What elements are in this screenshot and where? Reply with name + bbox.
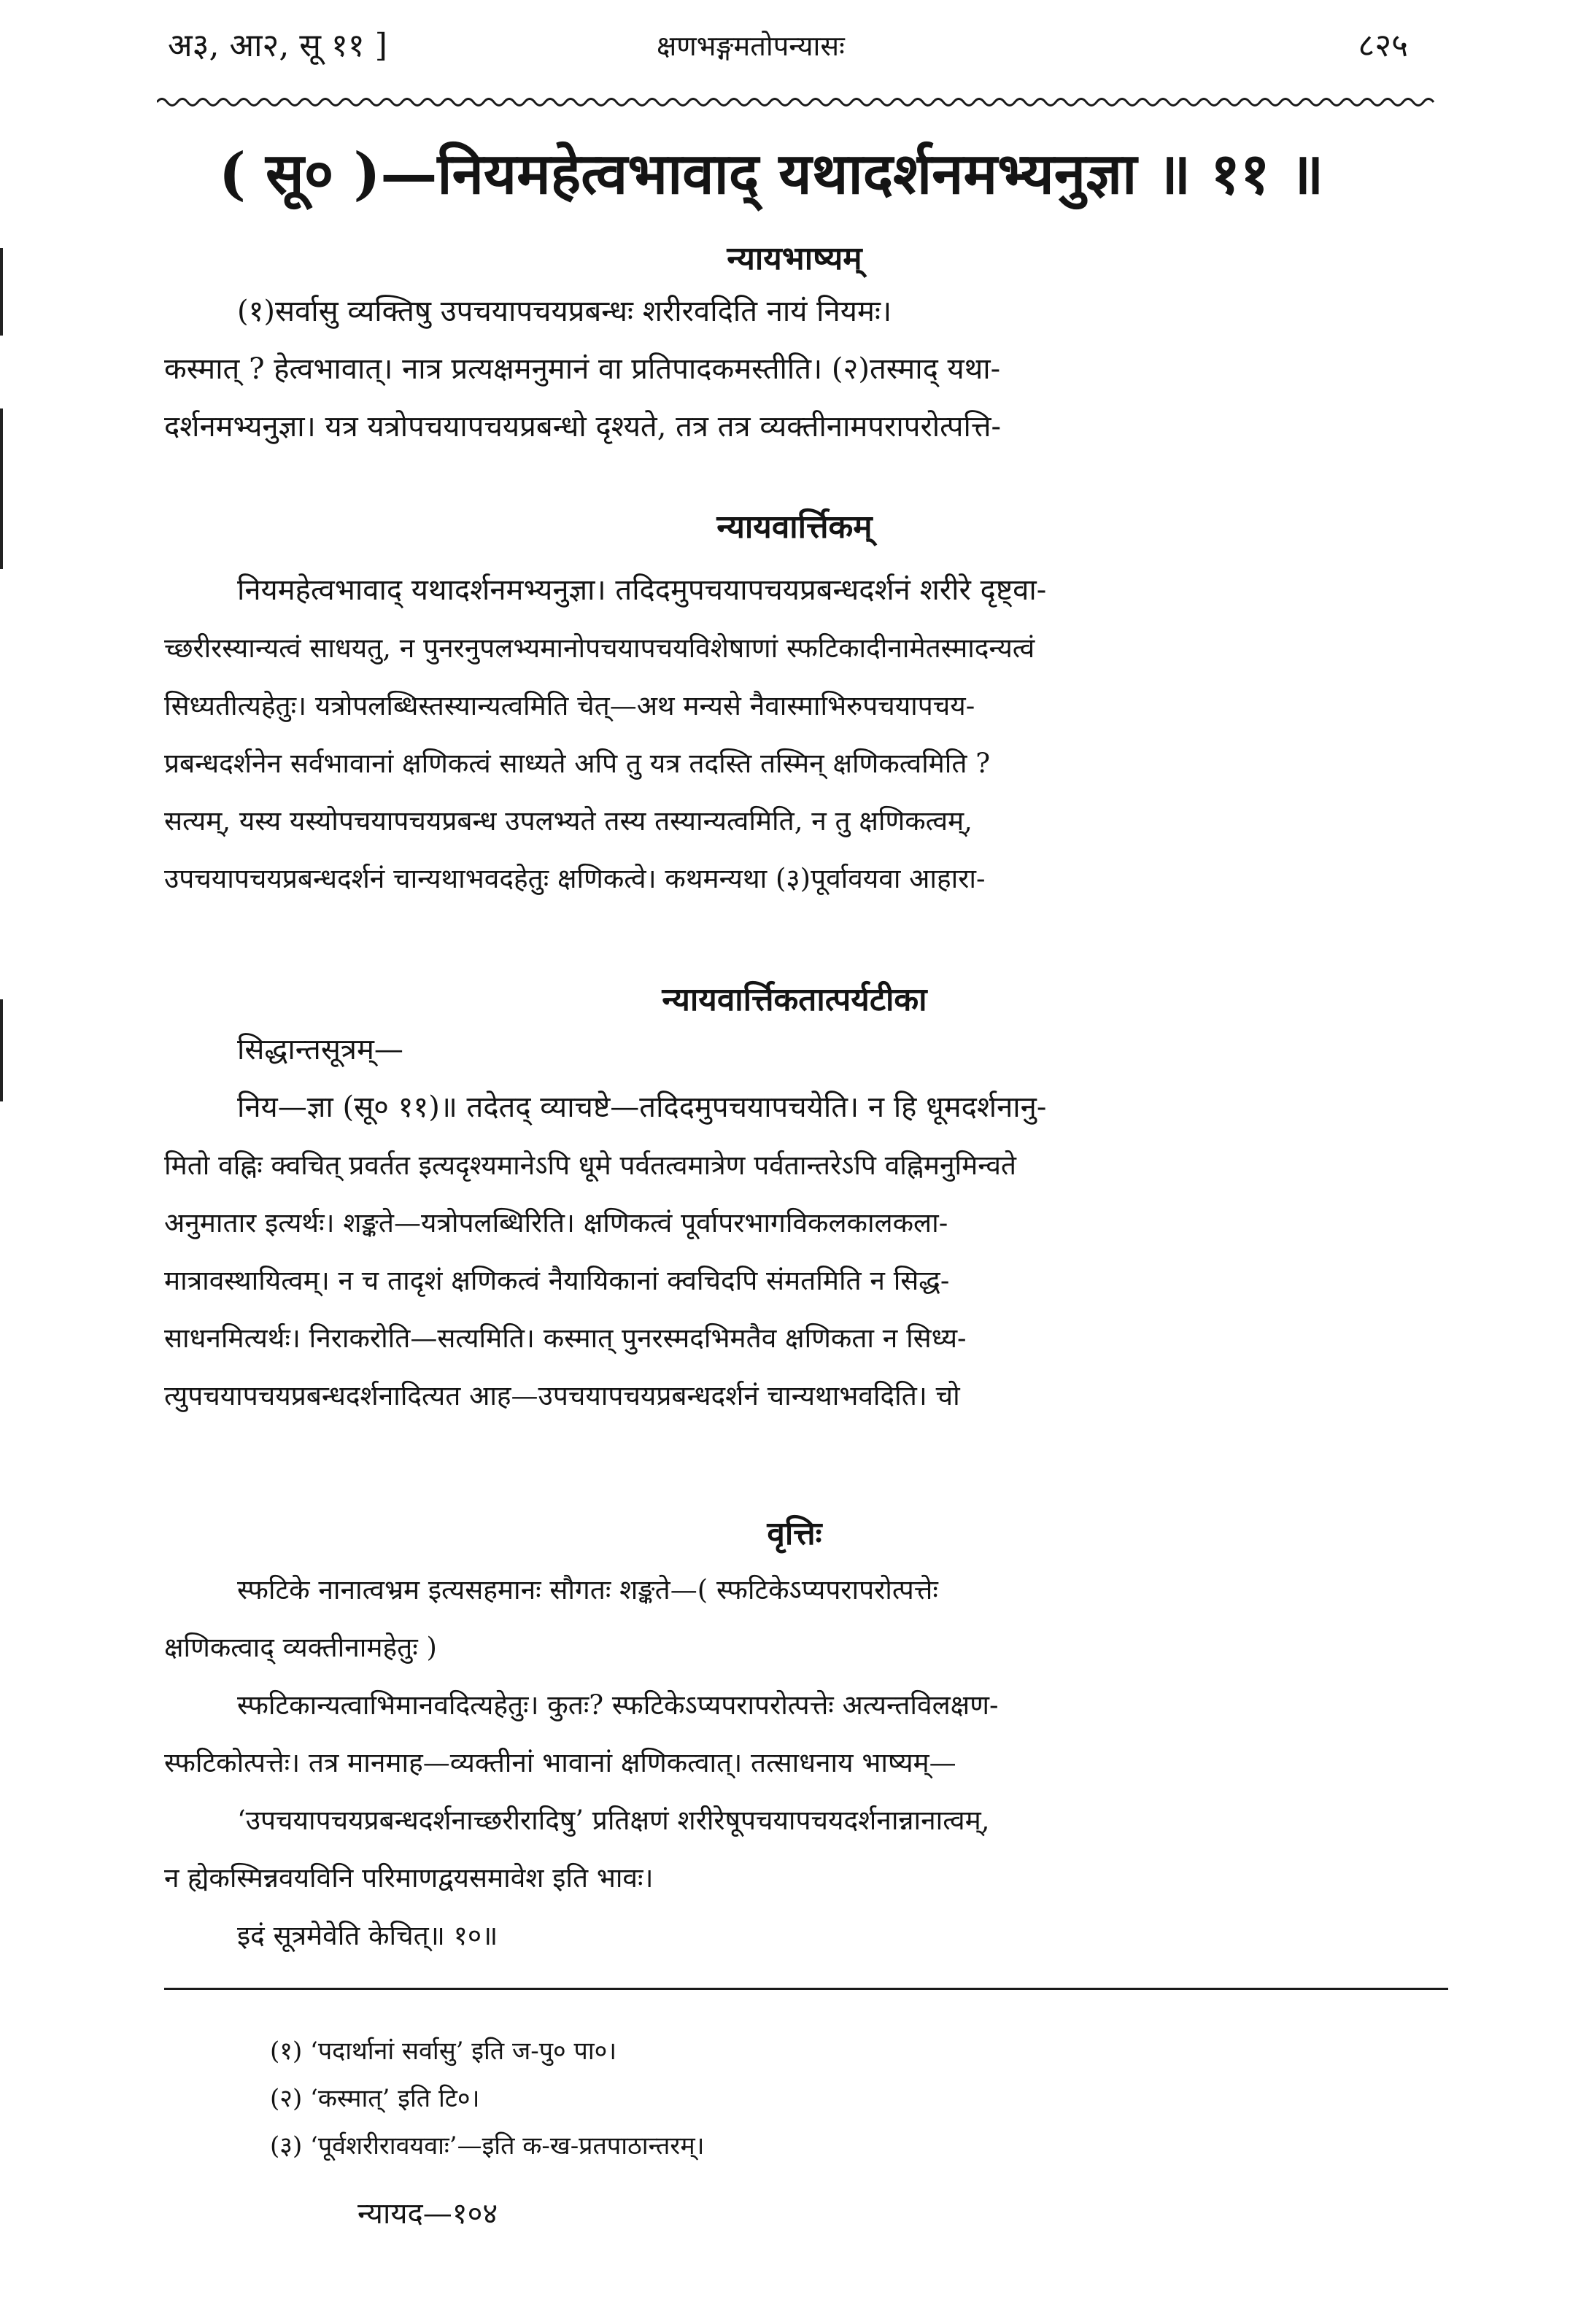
text-line: न ह्येकस्मिन्नवयविनि परिमाणद्वयसमावेश इति भावः। (164, 1862, 654, 1894)
wavy-divider (157, 93, 1441, 111)
text-line: ‘उपचयापचयप्रबन्धदर्शनाच्छरीरादिषु’ प्रतिक्षणं शरीरेषूपचयापचयदर्शनान्नानात्वम्, (237, 1805, 990, 1836)
chapter-reference: अ३, आ२, सू ११ ] (168, 27, 387, 64)
text-line: (१)सर्वासु व्यक्तिषु उपचयापचयप्रबन्धः शरीरवदिति नायं नियमः। (237, 295, 892, 328)
text-line: उपचयापचयप्रबन्धदर्शनं चान्यथाभवदहेतुः क्षणिकत्वे। कथमन्यथा (३)पूर्वावयवा आहारा- (164, 863, 986, 894)
text-line: दर्शनमभ्यनुज्ञा। यत्र यत्रोपचयापचयप्रबन्धो दृश्यते, तत्र तत्र व्यक्तीनामपरापरोत्पत्ति- (164, 410, 1001, 444)
text-line: क्षणिकत्वाद् व्यक्तीनामहेतुः ) (164, 1632, 437, 1663)
page-number: ८२५ (1358, 27, 1408, 64)
footnotes (270, 2028, 705, 2170)
text-line: सत्यम्, यस्य यस्योपचयापचयप्रबन्ध उपलभ्यते तस्य तस्यान्यत्वमिति, न तु क्षणिकत्वम्, (164, 805, 973, 837)
text-line: सिद्धान्तसूत्रम्— (237, 1033, 403, 1066)
text-line: च्छरीरस्यान्यत्वं साधयतु, न पुनरनुपलभ्यमानोपचयापचयविशेषाणां स्फटिकादीनामेतस्मादन्यत्वं (164, 632, 1035, 664)
footnote: (३) ‘पूर्वशरीरावयवाः’—इति क-ख-प्रतपाठान्तरम्। (270, 2131, 705, 2161)
vritti-text (164, 1561, 1437, 1964)
text-line: साधनमित्यर्थः। निराकरोति—सत्यमिति। कस्मात् पुनरस्मदभिमतैव क्षणिकता न सिध्य- (164, 1322, 967, 1354)
text-line: स्फटिकान्यत्वाभिमानवदित्यहेतुः। कुतः? स्फटिकेऽप्यपरापरोत्पत्तेः अत्यन्तविलक्षण- (237, 1689, 999, 1721)
text-line: इदं सूत्रमेवेति केचित्॥ १०॥ (237, 1920, 498, 1951)
footnote: (१) ‘पदार्थानां सर्वासु’ इति ज-पु० पा०। (270, 2037, 617, 2066)
section-title-nyayavarttika: न्यायवार्त्तिकम् (716, 508, 873, 546)
text-line: नियमहेत्वभावाद् यथादर्शनमभ्यनुज्ञा। तदिदमुपचयापचयप्रबन्धदर्शनं शरीरे दृष्ट्वा- (237, 573, 1047, 607)
tatparyatika-text (164, 1021, 1437, 1425)
running-head (168, 22, 1408, 73)
running-title: क्षणभङ्गमतोपन्यासः (657, 30, 845, 62)
section-title-vritti: वृत्तिः (767, 1515, 822, 1552)
text-line: कस्मात् ? हेत्वभावात्। नात्र प्रत्यक्षमनुमानं वा प्रतिपादकमस्तीति। (२)तस्माद् यथा- (164, 352, 1001, 386)
footnote: (२) ‘कस्मात्’ इति टि०। (270, 2084, 480, 2113)
nyayabhashya-text (164, 283, 1437, 456)
text-line: अनुमातार इत्यर्थः। शङ्कते—यत्रोपलब्धिरिति। क्षणिकत्वं पूर्वापरभागविकलकालकला- (164, 1207, 948, 1239)
text-line: स्फटिके नानात्वभ्रम इत्यसहमानः सौगतः शङ्कते—( स्फटिकेऽप्यपरापरोत्पत्तेः (237, 1574, 938, 1606)
section-title-tatparyatika: न्यायवार्त्तिकतात्पर्यटीका (662, 981, 927, 1018)
text-line: निय—ज्ञा (सू० ११)॥ तदेतद् व्याचष्टे—तदिदमुपचयापचयेति। न हि धूमदर्शनानु- (237, 1091, 1047, 1124)
text-line: मात्रावस्थायित्वम्। न च तादृशं क्षणिकत्वं नैयायिकानां क्वचिदपि संमतमिति न सिद्ध- (164, 1265, 950, 1296)
footnote-rule (164, 1988, 1448, 1990)
nyayavarttika-text (164, 562, 1437, 907)
text-line: सिध्यतीत्यहेतुः। यत्रोपलब्धिस्तस्यान्यत्वमिति चेत्—अथ मन्यसे नैवास्माभिरुपचयापचय- (164, 690, 975, 721)
sutra-heading: ( सू० )—नियमहेत्वभावाद् यथादर्शनमभ्यनुज्ञा ॥ ११ ॥ (219, 141, 1324, 207)
text-line: प्रबन्धदर्शनेन सर्वभावानां क्षणिकत्वं साध्यते अपि तु यत्र तदस्ति तस्मिन् क्षणिकत्वमिति ? (164, 748, 991, 779)
section-title-nyayabhashya: न्यायभाष्यम् (727, 240, 862, 277)
text-line: मितो वह्निः क्वचित् प्रवर्तत इत्यदृश्यमानेऽपि धूमे पर्वतत्वमात्रेण पर्वतान्तरेऽपि वह्निमनुमिन्वते (164, 1150, 1016, 1181)
printer-signature-mark: न्यायद—१०४ (357, 2197, 498, 2231)
text-line: त्युपचयापचयप्रबन्धदर्शनादित्यत आह—उपचयापचयप्रबन्धदर्शनं चान्यथाभवदिति। चो (164, 1380, 960, 1411)
text-line: स्फटिकोत्पत्तेः। तत्र मानमाह—व्यक्तीनां भावानां क्षणिकत्वात्। तत्साधनाय भाष्यम्— (164, 1747, 956, 1778)
